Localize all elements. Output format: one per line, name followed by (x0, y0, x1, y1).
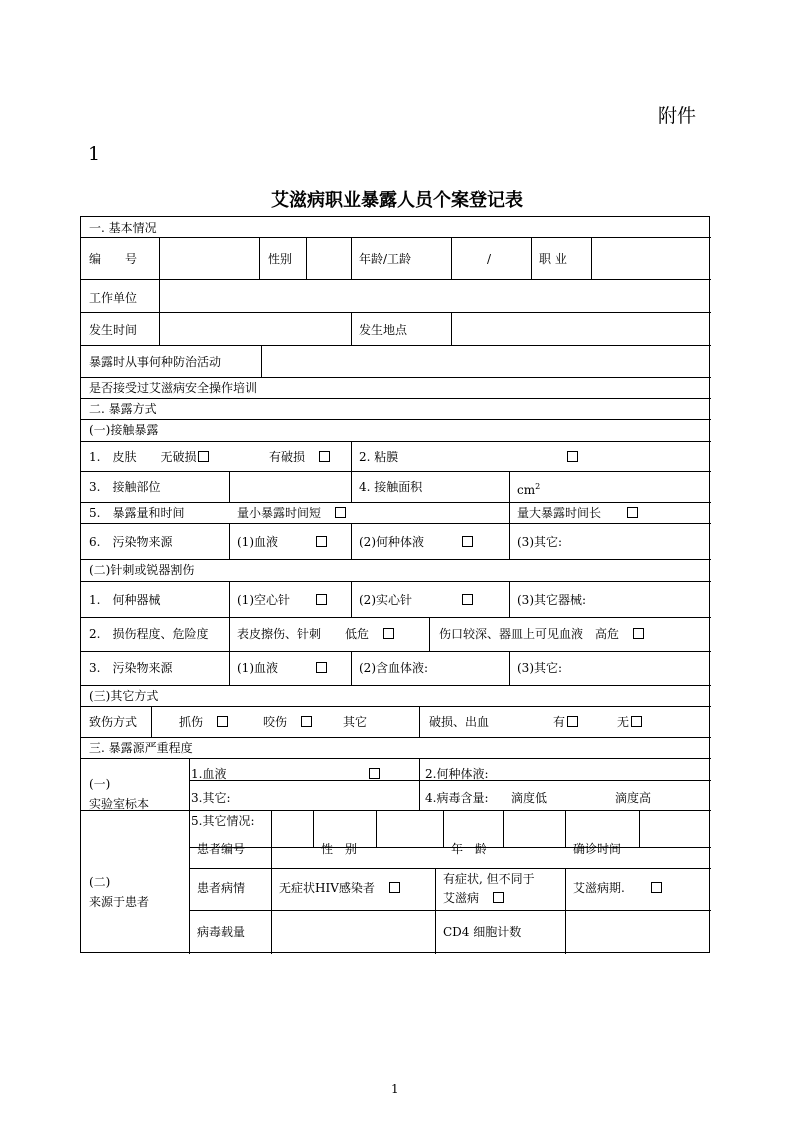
checkbox[interactable] (383, 628, 394, 639)
col-divider (509, 502, 510, 523)
row-divider (81, 810, 711, 811)
checkbox[interactable] (493, 892, 504, 903)
col-divider (261, 345, 262, 377)
option-kongxin-zhen-label: (1)空心针 (237, 593, 290, 607)
col-divider (229, 471, 230, 502)
col-divider (271, 810, 272, 954)
option-lab-xueye (191, 767, 226, 781)
row-divider (81, 398, 711, 399)
subsection-contact: (一)接触暴露 (89, 423, 159, 437)
option-yaoshang (263, 715, 312, 729)
row-divider (189, 910, 711, 911)
checkbox[interactable] (389, 882, 400, 893)
checkbox[interactable] (316, 594, 327, 605)
label-nianling-gongling: 年龄/工龄 (359, 252, 412, 266)
label-bingdu-hanliang: 4.病毒含量: (425, 791, 489, 805)
label-fasheng-shijian: 发生时间 (89, 323, 138, 337)
unit-superscript: 2 (535, 482, 541, 491)
checkbox[interactable] (316, 662, 327, 673)
col-divider (639, 810, 640, 847)
row-divider (81, 685, 711, 686)
label-bianhao: 编 号 (89, 252, 138, 266)
option-shixin-zhen-label: (2)实心针 (359, 593, 412, 607)
label-p-xingbie: 性 别 (321, 842, 358, 856)
col-divider (159, 312, 160, 345)
option-liang-xiao-label: 量小暴露时间短 (237, 506, 322, 520)
row-divider (81, 377, 711, 378)
row-divider (81, 651, 711, 652)
col-divider (565, 810, 566, 847)
checkbox[interactable] (369, 768, 380, 779)
option-aizibing-qi-label: 艾滋病期. (573, 881, 625, 895)
col-divider (451, 312, 452, 345)
row-divider (189, 847, 711, 848)
option-wu (617, 715, 642, 729)
option-pifu-label: 1. 皮肤 无破损 (89, 450, 197, 464)
option-high-risk-label: 伤口较深、器皿上可见血液 高危 (439, 627, 620, 641)
col-divider (565, 868, 566, 954)
label-huanzhe-bianhao: 患者编号 (197, 842, 246, 856)
label-patient-2: 来源于患者 (89, 895, 150, 909)
attachment-number: 1 (88, 143, 101, 165)
row-divider (81, 279, 711, 280)
section-basic-info: 一. 基本情况 (89, 221, 157, 235)
checkbox[interactable] (567, 716, 578, 727)
label-jiechu-mianji: 4. 接触面积 (359, 480, 423, 494)
age-slash: / (487, 252, 492, 266)
option-aizibing-qi (573, 881, 662, 895)
col-divider (159, 237, 160, 279)
checkbox[interactable] (631, 716, 642, 727)
checkbox[interactable] (462, 536, 473, 547)
row-divider (81, 419, 711, 420)
option-liang-xiao (237, 506, 346, 520)
checkbox[interactable] (316, 536, 327, 547)
option-you-label: 有 (553, 715, 566, 729)
checkbox[interactable] (319, 451, 330, 462)
row-divider (81, 502, 711, 503)
option-you-zhengzhuang-label: 艾滋病 (443, 891, 480, 905)
label-you-zhengzhuang-1: 有症状, 但不同于 (443, 872, 535, 886)
label-xingbie: 性别 (268, 252, 293, 266)
label-jiechu-buwei: 3. 接触部位 (89, 480, 161, 494)
row-divider (81, 559, 711, 560)
col-divider (429, 617, 430, 651)
label-lab-qita: 3.其它: (191, 791, 231, 805)
label-anquan-peixun: 是否接受过艾滋病安全操作培训 (89, 381, 258, 395)
col-divider (451, 237, 452, 279)
option-shixin-zhen (359, 593, 473, 607)
col-divider (419, 758, 420, 810)
option-liang-da-label: 量大暴露时间长 (517, 506, 602, 520)
option-zhuashang (179, 715, 228, 729)
option-xueye-1-label: (1)血液 (237, 535, 278, 549)
option-low-risk-label: 表皮擦伤、针刺 低危 (237, 627, 370, 641)
row-divider (81, 617, 711, 618)
option-xueye-2 (237, 661, 327, 675)
checkbox[interactable] (301, 716, 312, 727)
col-divider (435, 868, 436, 954)
section-source-severity: 三. 暴露源严重程度 (89, 741, 193, 755)
label-qita-2: (3)其它: (517, 661, 563, 675)
col-divider (351, 581, 352, 617)
col-divider (351, 523, 352, 559)
col-divider (313, 810, 314, 847)
col-divider (591, 237, 592, 279)
col-divider (259, 237, 260, 279)
subsection-other-mode: (三)其它方式 (89, 689, 159, 703)
col-divider (443, 810, 444, 847)
checkbox[interactable] (567, 451, 578, 462)
label-nianmo: 2. 粘膜 (359, 450, 399, 464)
label-patient-1: (二) (89, 875, 111, 889)
option-lab-xueye-box (367, 767, 380, 781)
attachment-label: 附件 (658, 105, 697, 127)
row-divider (81, 471, 711, 472)
checkbox[interactable] (217, 716, 228, 727)
col-divider (351, 237, 352, 279)
label-qita-qixie: (3)其它器械: (517, 593, 587, 607)
col-divider (509, 581, 510, 617)
label-zhiye: 职 业 (539, 252, 567, 266)
col-divider (189, 758, 190, 954)
option-zhuashang-label: 抓伤 (179, 715, 204, 729)
label-qita-qingkuang: 5.其它情况: (191, 814, 255, 828)
option-nianmo (565, 450, 578, 464)
option-xueye-1 (237, 535, 327, 549)
option-liang-da (517, 506, 638, 520)
label-lab-1: (一) (89, 777, 111, 791)
col-divider (159, 279, 160, 312)
label-hezhong-qixie: 1. 何种器械 (89, 593, 161, 607)
label-baolu-liang: 5. 暴露量和时间 (89, 506, 185, 520)
option-yaoshang-label: 咬伤 (263, 715, 288, 729)
col-divider (509, 471, 510, 502)
option-wu-zhengzhuang (279, 881, 400, 895)
option-wu-zhengzhuang-label: 无症状HIV感染者 (279, 881, 375, 895)
label-huanzhe-bingqing: 患者病情 (197, 881, 246, 895)
unit-cm: cm (517, 483, 536, 497)
label-sunshang-chengdu: 2. 损伤程度、危险度 (89, 627, 209, 641)
option-low-risk (237, 627, 394, 641)
col-divider (229, 581, 230, 617)
option-lab-xueye-label: 1.血液 (191, 767, 227, 781)
row-divider (81, 441, 711, 442)
label-quezhen-shijian: 确诊时间 (573, 842, 622, 856)
label-fangzhi-huodong: 暴露时从事何种防治活动 (89, 355, 222, 369)
col-divider (306, 237, 307, 279)
form-title: 艾滋病职业暴露人员个案登记表 (271, 190, 523, 211)
label-qita-1: (3)其它: (517, 535, 563, 549)
checkbox[interactable] (633, 628, 644, 639)
checkbox[interactable] (627, 507, 638, 518)
col-divider (503, 810, 504, 847)
option-you (553, 715, 578, 729)
col-divider (419, 706, 420, 737)
label-qita-3: 其它 (343, 715, 368, 729)
col-divider (151, 706, 152, 737)
col-divider (351, 441, 352, 471)
checkbox[interactable] (462, 594, 473, 605)
subsection-needle: (二)针刺或锐器割伤 (89, 563, 195, 577)
label-zhishang-fangshi: 致伤方式 (89, 715, 138, 729)
row-divider (189, 868, 711, 869)
row-divider (81, 758, 711, 759)
label-p-nianling: 年 龄 (451, 842, 488, 856)
col-divider (229, 523, 230, 559)
col-divider (531, 237, 532, 279)
col-divider (351, 651, 352, 685)
label-lab-2: 实验室标本 (89, 797, 150, 811)
label-cd4: CD4 细胞计数 (443, 925, 522, 939)
row-divider (81, 345, 711, 346)
label-wuran-laiyuan-2: 3. 污染物来源 (89, 661, 173, 675)
option-wu-label: 无 (617, 715, 630, 729)
checkbox[interactable] (651, 882, 662, 893)
col-divider (509, 523, 510, 559)
label-gongzuo-danwei: 工作单位 (89, 291, 138, 305)
unit-cm2 (517, 480, 540, 497)
row-divider (81, 312, 711, 313)
option-kongxin-zhen (237, 593, 327, 607)
row-divider (81, 237, 711, 238)
option-heti-tiye (359, 535, 473, 549)
option-didu-gao: 滴度高 (615, 791, 652, 805)
checkbox[interactable] (198, 451, 209, 462)
option-youposun-label: 有破损 (269, 450, 306, 464)
option-xueye-2-label: (1)血液 (237, 661, 278, 675)
option-didu-di: 滴度低 (511, 791, 548, 805)
col-divider (229, 651, 230, 685)
label-hanxue-tiye: (2)含血体液: (359, 661, 429, 675)
label-fasheng-didian: 发生地点 (359, 323, 408, 337)
option-pifu (89, 450, 209, 464)
option-heti-tiye-label: (2)何种体液 (359, 535, 424, 549)
label-wuran-laiyuan-1: 6. 污染物来源 (89, 535, 173, 549)
label-posun-chuxue: 破损、出血 (429, 715, 490, 729)
col-divider (229, 617, 230, 651)
row-divider (81, 581, 711, 582)
col-divider (376, 810, 377, 847)
option-youposun (269, 450, 330, 464)
section-exposure-mode: 二. 暴露方式 (89, 402, 157, 416)
checkbox[interactable] (335, 507, 346, 518)
registration-form (80, 216, 710, 953)
col-divider (509, 651, 510, 685)
label-bingdu-zailiang: 病毒载量 (197, 925, 246, 939)
option-you-zhengzhuang (443, 891, 504, 905)
option-high-risk (439, 627, 644, 641)
col-divider (351, 471, 352, 502)
label-lab-tiye: 2.何种体液: (425, 767, 489, 781)
col-divider (351, 312, 352, 345)
row-divider (81, 706, 711, 707)
row-divider (81, 523, 711, 524)
row-divider (81, 737, 711, 738)
page-number: 1 (391, 1082, 399, 1096)
